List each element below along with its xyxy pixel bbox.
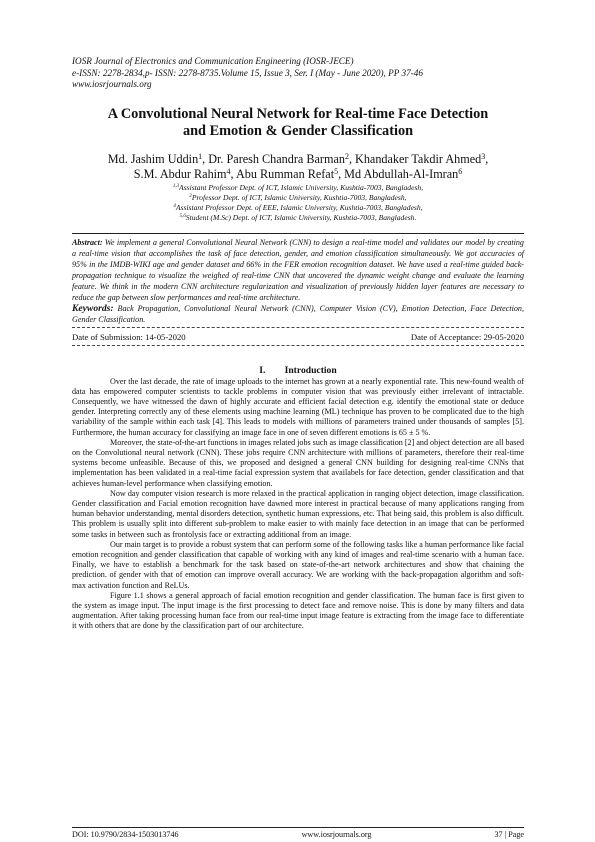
paragraph: Now day computer vision research is more relaxed in the practical application in ranging object detection, image classification. Gender classification and Facial emotion recognition have dawned more interest in practical because of many applications ranging from human behavior understanding, mental disorders detection, synthetic human expressions, etc. That being said, this problem is also difficult. This problem is usually split into different sub-problem to make easier to with mainly face detection in an image that can be performed some tasks in between such as frontolysis face or extracting additional from an image.: [72, 488, 524, 539]
affiliation-line: $^{5,6}$Student (M.Sc) Dept. of ICT, Islamic University, Kushtia-7003, Bangladesh.: [179, 212, 417, 222]
author-name: Khandaker Takdir Ahmed: [355, 151, 482, 166]
author-affiliation-mark: 5: [334, 166, 339, 176]
keywords: [72, 303, 524, 325]
author-affiliation-mark: 1: [198, 151, 203, 161]
author-name: Dr. Paresh Chandra Barman: [208, 151, 345, 166]
introduction-body: [72, 377, 524, 632]
keywords-text: Back Propagation, Convolutional Neural Network (CNN), Computer Vision (CV), Emotion Detection, Face Detection, Gender Classification.: [72, 303, 524, 324]
author-line-2: S.M. Abdur Rahim$^4$, Abu Rumman Refat$^5$, Md Abdullah-Al-Imran$^6$: [133, 166, 463, 181]
affiliation-line: $^{1,3}$Assistant Professor Dept. of ICT, Islamic University, Kushtia-7003, Bangladesh,: [172, 182, 424, 192]
page-footer: [72, 830, 524, 840]
paper-title-line-1: A Convolutional Neural Network for Real-time Face Detection: [107, 105, 489, 122]
dashed-divider: [72, 327, 524, 328]
author-line-1: Md. Jashim Uddin$^1$, Dr. Paresh Chandra Barman$^2$, Khandaker Takdir Ahmed$^3$,: [107, 151, 489, 166]
author-affiliation-mark: 4: [226, 166, 231, 176]
footer-website[interactable]: www.iosrjournals.org: [301, 830, 372, 839]
submission-date: Date of Submission: 14-05-2020: [72, 331, 186, 342]
author-affiliation-mark: 3: [481, 151, 486, 161]
paragraph: Figure 1.1 shows a general approach of facial emotion recognition and gender classification. The human face is first given to the system as image input. The input image is the first processing to detect face and remove noise. This is done by many filters and data augmentation. After taking processing human face from our real-time input image feature is extracting from the image face to differentiate it with others that are done by the classification part of our architecture.: [72, 590, 524, 631]
abstract-text: We implement a general Convolutional Neural Network (CNN) to design a real-time model and validates our model by creating a real-time vision that accomplishes the task of face detection, gender, and emotion classification simultaneously. We got accuracies of 95% in the IMDB-WIKI age and gender dataset and 66% in the FER emotion recognition dataset. We have used a real-time guided back-propagation technique to visualize the weighed of real-time CNN that uncovered the dynamic weight change and evaluate the learning feature. We think in the modern CNN architecture regularization and visualization of previously hidden layer features are necessary to reduce the gap between slow performances and real-time architecture.: [72, 237, 524, 302]
paragraph: Our main target is to provide a robust system that can perform some of the following tasks like a human performance like facial emotion recognition and gender classification that capable of working with any kind of images and real-time scenario with a human face. Finally, we have to establish a benchmark for the task based on state-of-the-art network architectures and show that chaining the prediction. of gender with that of emotion can improve overall accuracy. We are working with the back-propagation algorithm and soft-max activation function and ReLUs.: [72, 539, 524, 590]
affiliation-list: [72, 183, 524, 223]
journal-website[interactable]: www.iosrjournals.org: [72, 79, 152, 89]
author-list: [72, 152, 524, 182]
abstract-label: Abstract:: [72, 237, 103, 247]
paper-title-line-2: and Emotion & Gender Classification: [182, 122, 414, 139]
footer-divider: [72, 827, 524, 828]
footer-page-number: 37 | Page: [494, 830, 524, 839]
affiliation-line: $^2$Professor Dept. of ICT, Islamic University, Kushtia-7003, Bangladesh,: [189, 192, 407, 202]
affiliation-line: $^4$Assistant Professor Dept. of EEE, Islamic University, Kushtia-7003, Bangladesh,: [173, 202, 423, 212]
author-name: Md. Jashim Uddin: [107, 151, 199, 166]
author-affiliation-mark: 2: [344, 151, 349, 161]
submission-dates: [72, 331, 524, 343]
paragraph: Over the last decade, the rate of image uploads to the internet has grown at a nearly exponential rate. This new-found wealth of data has empowered computer scientists to tackle problems in computer vision that was previously either irrelevant of intractable. Consequently, we have witnessed the dawn of highly accurate and efficient facial detection e.g. identify the emotional state or deduce gender. Interpreting correctly any of these elements using machine learning (ML) technique has proven to be complicated due to the high variability of the sample within each task [4]. This leads to models with millions of parameters trained under thousands of samples [5]. Furthermore, the human accuracy for classifying an image face in one of seven different emotions is 65 ± 5 %.: [72, 376, 524, 437]
section-heading-introduction: I. Introduction: [259, 364, 337, 376]
abstract: [72, 233, 524, 303]
author-name: Md Abdullah-Al-Imran: [344, 166, 459, 181]
paper-page: [72, 56, 524, 632]
footer-doi[interactable]: DOI: 10.9790/2834-1503013746: [72, 830, 179, 839]
author-affiliation-mark: 6: [458, 166, 463, 176]
author-name: S.M. Abdur Rahim: [133, 166, 227, 181]
journal-issn: e-ISSN: 2278-2834,p- ISSN: 2278-8735.Volume 15, Issue 3, Ser. I (May - June 2020), PP 37-46: [72, 67, 423, 78]
dashed-divider: [72, 345, 524, 346]
journal-name: IOSR Journal of Electronics and Communication Engineering (IOSR-JECE): [72, 56, 354, 66]
author-name: Abu Rumman Refat: [235, 166, 335, 181]
paper-title: [72, 106, 524, 140]
acceptance-date: Date of Acceptance: 29-05-2020: [410, 331, 524, 342]
keywords-label: Keywords:: [72, 302, 114, 314]
paragraph: Moreover, the state-of-the-art functions in images related jobs such as image classification [2] and object detection are all based on the Convolutional neural network (CNN). These jobs require CNN architecture with millions of parameters, therefore their real-time systems become unfeasible. Because of this, we proposed and designed a general CNN building for designing real-time CNNs that implementation has been validated in a real-time facial expression system that availabels for face detection, gender classification and that achieves human-level performance when classifying emotion.: [72, 437, 524, 488]
